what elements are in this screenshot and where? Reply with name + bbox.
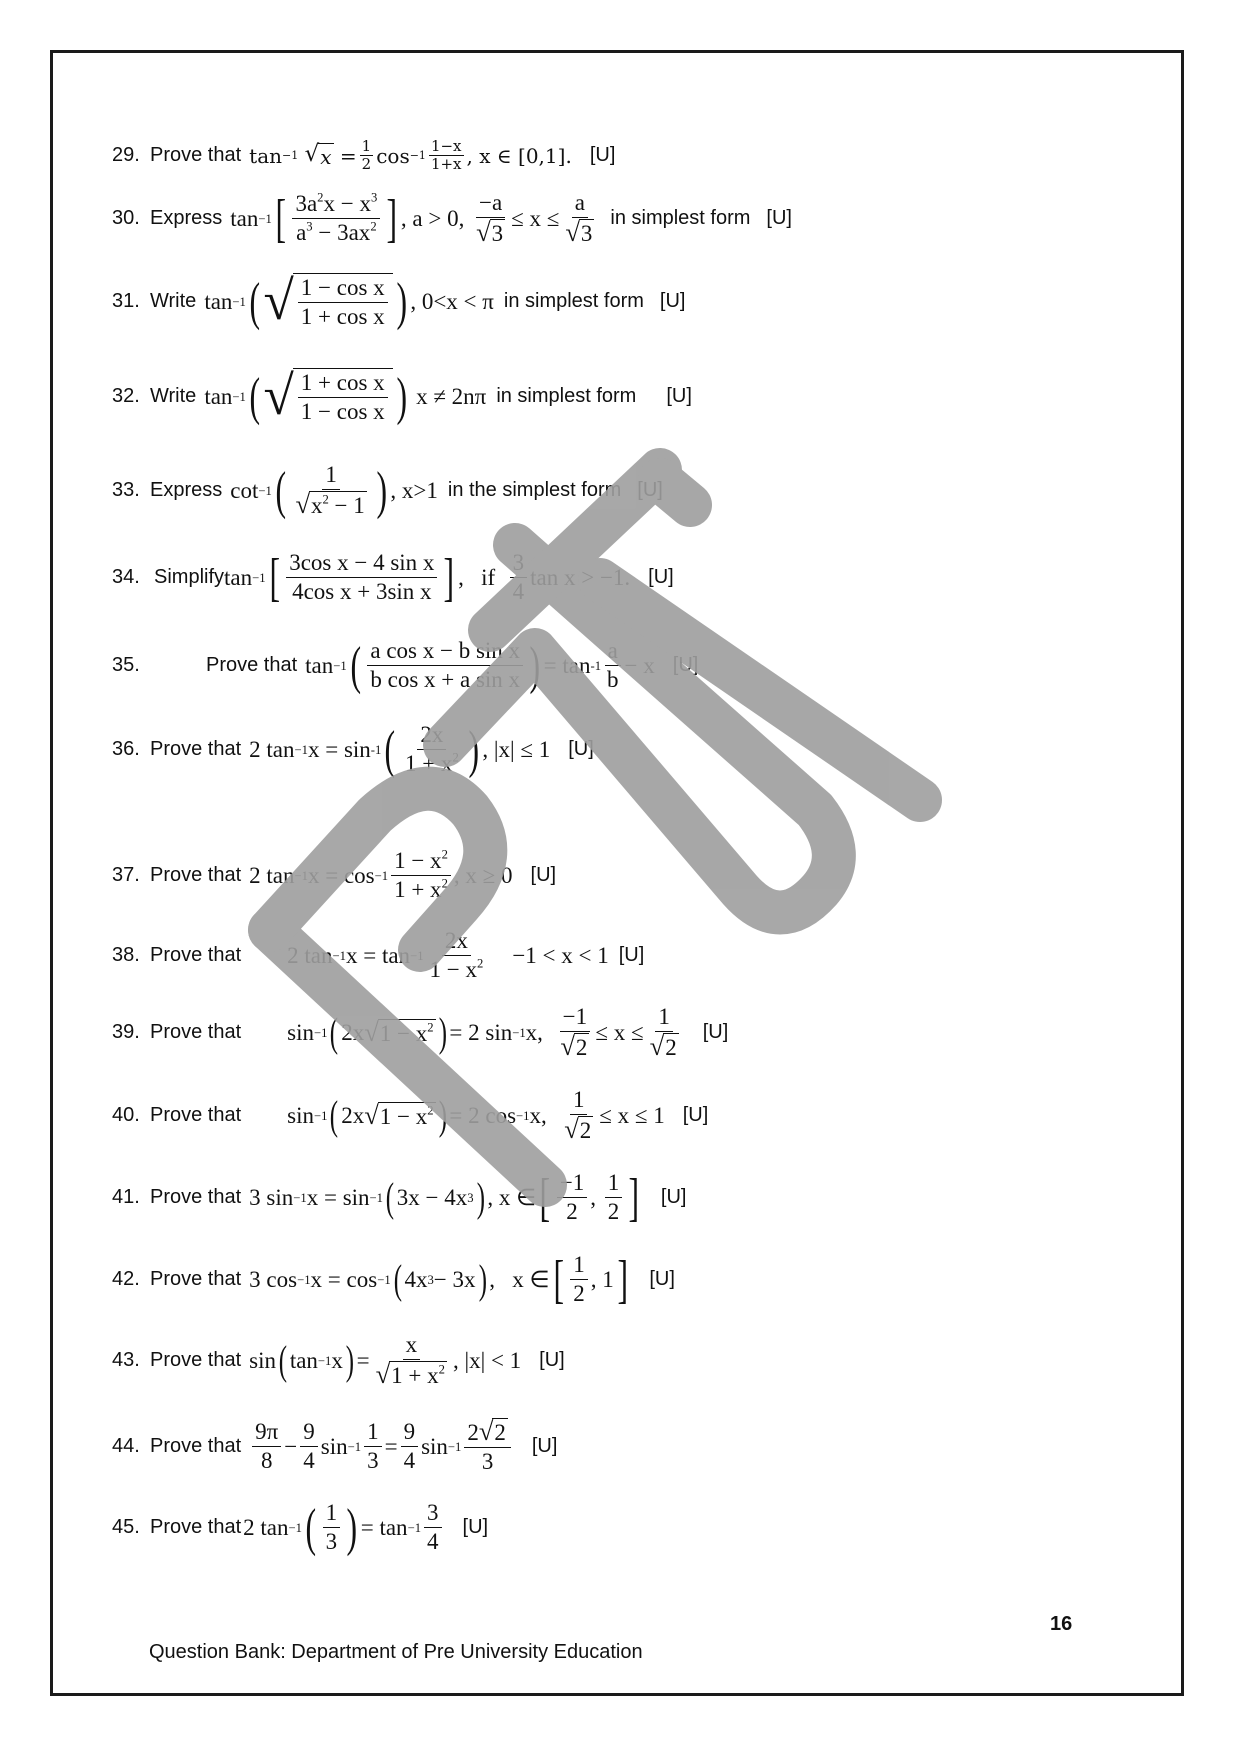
question-number: 42. <box>112 1268 140 1291</box>
question-expression: sin −1 ( 2x √ $1 - x^2$ ) = 2 sin −1 x, −1 √ 2 ≤ x ≤ 1 √ 2 <box>287 1004 677 1062</box>
question-text: Prove that <box>206 654 298 677</box>
question-37 <box>112 848 556 904</box>
question-number: 41. <box>112 1186 140 1209</box>
question-expression: 3 sin −1 x = sin −1 ( 3x − 4x 3 ) , x ∈ [ $\frac{-1}{2}$ , $\frac{1}{2}$ ] <box>249 1168 640 1227</box>
question-expression: 3 cos −1 x = cos −1 ( 4x 3 − 3x ) , x ∈ [ $\frac{1}{2}$ , 1 ] <box>249 1250 628 1309</box>
question-text: Prove that <box>150 1104 242 1127</box>
question-expression: tan −1 [ $\frac{3a^2x - x^3}{a^3 - 3ax^2}$ ] , a > 0, −a √ 3 ≤ x ≤ a √ 3 <box>230 189 593 248</box>
question-tag: [U] <box>682 1104 709 1127</box>
question-tag: [U] <box>618 944 645 967</box>
question-tag: [U] <box>462 1516 489 1539</box>
question-tag: [U] <box>660 1186 687 1209</box>
question-36 <box>112 722 594 778</box>
question-40 <box>112 1087 708 1145</box>
question-text: Simplify <box>154 566 225 589</box>
question-number: 36. <box>112 738 140 761</box>
page-number: 16 <box>1050 1613 1073 1635</box>
question-29 <box>112 138 615 174</box>
question-tag: [U] <box>539 1349 565 1372</box>
question-tag: [U] <box>637 479 663 502</box>
question-number: 39. <box>112 1021 140 1044</box>
question-tag: [U] <box>568 738 594 761</box>
question-31 <box>112 270 686 331</box>
question-number: 38. <box>112 944 140 967</box>
question-text: Prove that <box>150 1268 242 1291</box>
question-number: 45. <box>112 1516 140 1539</box>
question-text: Express <box>150 207 223 230</box>
question-text: Prove that <box>150 864 242 887</box>
question-expression: tan −1 √ x = $\frac{1}{2}$ cos −1 $\frac{1-x}{1+x}$ , x ∈ [0,1]. <box>249 137 572 174</box>
question-33 <box>112 462 663 520</box>
question-text: Express <box>150 479 223 502</box>
question-number: 35. <box>112 654 140 677</box>
question-number: 29. <box>112 144 140 167</box>
question-expression: 2 tan −1 x = sin -1 ( $\frac{2x}{1 + x^2}$ ) , |x| ≤ 1 <box>249 720 551 779</box>
question-number: 31. <box>112 290 140 313</box>
question-text: in simplest form <box>503 290 644 313</box>
question-number: 37. <box>112 864 140 887</box>
question-text: Prove that <box>150 1435 242 1458</box>
question-tag: [U] <box>702 1021 729 1044</box>
question-text: in simplest form <box>610 207 751 230</box>
question-tag: [U] <box>648 566 674 589</box>
question-text: Write <box>150 385 197 408</box>
question-41 <box>112 1170 686 1226</box>
question-expression: sin ( tan −1 x ) = x √ $1 + x^2$ , |x| < 1 <box>249 1332 522 1390</box>
question-text: Prove that <box>150 738 242 761</box>
question-expression: tan −1 ( √ $\frac{\text{1 + cos x}}{\text{1 − cos x}}$ ) x ≠ 2nπ <box>204 365 487 426</box>
question-number: 33. <box>112 479 140 502</box>
question-35 <box>112 638 698 694</box>
question-39 <box>112 1004 728 1062</box>
question-tag: [U] <box>666 385 692 408</box>
question-expression: tan −1 [ $\frac{\text{3cos x − 4 sin x}}{\text{4cos x + 3sin x}}$ ] , if $\frac{3}{4}$ tan x > −1. <box>224 548 631 607</box>
question-number: 44. <box>112 1435 140 1458</box>
question-tag: [U] <box>672 654 699 677</box>
question-text: Prove that <box>150 1186 242 1209</box>
question-tag: [U] <box>531 1435 558 1458</box>
question-43 <box>112 1332 565 1390</box>
question-34 <box>112 550 674 606</box>
question-number: 32. <box>112 385 140 408</box>
question-tag: [U] <box>530 864 557 887</box>
question-expression: sin −1 ( 2x √ $1 - x^2$ ) = 2 cos −1 x, 1 √ 2 ≤ x ≤ 1 <box>287 1087 665 1145</box>
question-42 <box>112 1252 675 1308</box>
question-tag: [U] <box>589 144 616 167</box>
question-expression: tan −1 ( √ $\frac{\text{1 − cos x}}{\text{1 + cos x}}$ ) , 0<x < π <box>204 270 494 331</box>
question-number: 30. <box>112 207 140 230</box>
question-text: Prove that <box>150 1516 242 1539</box>
footer-text: Question Bank: Department of Pre University Education <box>149 1641 643 1663</box>
question-tag: [U] <box>649 1268 675 1291</box>
question-expression: tan −1 ( $\frac{\text{a cos x − b sin x}}{\text{b cos x + a sin x}}$ ) = tan -1 $\frac{a}{b}$ − x <box>305 636 655 695</box>
question-text: Prove that <box>150 144 242 167</box>
question-expression: 2 tan −1 x = cos −1 $\frac{1 - x^2}{1 + x^2}$ , x ≥ 0 <box>249 847 513 903</box>
question-expression: cot −1 ( 1 √ $x^2 - 1$ ) , x>1 <box>230 461 438 520</box>
question-30 <box>112 190 792 248</box>
question-38 <box>112 928 644 984</box>
question-expression: 2 tan −1 x = tan −1 $\frac{2x}{1 - x^2}$ −1 < x < 1 <box>287 928 609 983</box>
question-text: in the simplest form <box>447 479 622 502</box>
question-number: 34. <box>112 566 140 589</box>
question-text: Prove that <box>150 944 242 967</box>
question-number: 43. <box>112 1349 140 1372</box>
question-expression: 2 tan −1 ( $\frac{1}{3}$ ) = tan −1 $\frac{3}{4}$ <box>243 1500 444 1556</box>
question-expression: $\frac{9\pi}{8}$ − $\frac{9}{4}$ sin −1 $\frac{1}{3}$ = $\frac{9}{4}$ sin −1 2 √ 2 3 <box>249 1418 514 1476</box>
question-text: Prove that <box>150 1021 242 1044</box>
question-text: Write <box>150 290 197 313</box>
question-45 <box>112 1500 488 1556</box>
question-44 <box>112 1418 557 1476</box>
question-number: 40. <box>112 1104 140 1127</box>
question-tag: [U] <box>659 290 686 313</box>
question-text: in simplest form <box>496 385 637 408</box>
question-tag: [U] <box>766 207 792 230</box>
question-text: Prove that <box>150 1349 242 1372</box>
question-32 <box>112 365 692 426</box>
